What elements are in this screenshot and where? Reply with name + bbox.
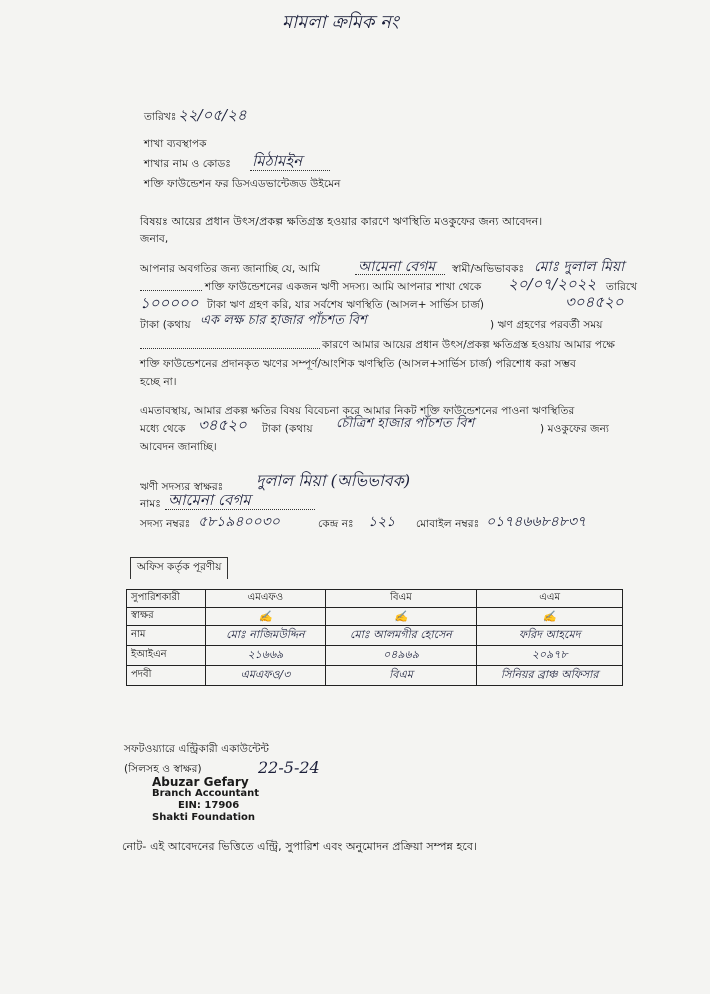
member-signature: দুলাল মিয়া (অভিভাবক) [256,471,411,490]
body-text-1e: টাকা ঋণ গ্রহণ করি, যার সর্বশেষ ঋণস্থিতি (আসল+ সার্ভিস চার্জ) [207,299,485,311]
body-text-1g: ) ঋণ গ্রহণের পরবর্তী সময় [490,319,603,331]
recommendation-table [126,589,623,686]
table-header: সুপারিশকারী [127,590,206,608]
table-header: এমএফও [206,590,326,608]
balance-in-words: এক লক্ষ চার হাজার পাঁচশত বিশ [200,313,367,328]
table-cell: ✍ [477,608,623,626]
row-label: ইআইএন [127,646,206,666]
branch-label: শাখার নাম ও কোডঃ [144,158,231,170]
member-name-label: নামঃ [140,498,161,510]
mobile-number: ০১৭৪৬৬৮৪৮৩৭ [486,514,587,530]
table-cell: সিনিয়র ব্রাঞ্চ অফিসার [477,666,623,686]
table-cell: ফরিদ আহমেদ [477,626,623,646]
table-cell: মোঃ আলমগীর হোসেন [325,626,477,646]
body-text-1j: হচ্ছে না। [140,376,177,388]
table-row [127,608,623,626]
office-use-label: অফিস কর্তৃক পূরণীয় [130,557,228,579]
table-cell: মোঃ নাজিমউদ্দিন [206,626,326,646]
mobile-number-label: মোবাইল নম্বরঃ [416,518,480,530]
seal-signature-label: (সিলসহ ও স্বাক্ষর) [124,763,202,775]
table-header: বিএম [325,590,477,608]
stamp-ein: EIN: 17906 [178,800,240,811]
loan-date: ২০/০৭/২০২২ [508,275,597,293]
software-entry-label: সফটওয়্যারে এন্ট্রিকারী একাউন্টেন্ট [124,743,269,755]
body-text-2e: আবেদন জানাচ্ছি। [140,441,217,453]
body-text-1i: শক্তি ফাউন্ডেশনের প্রদানকৃত ঋণের সম্পূর্ণ/আংশিক ঋণস্থিতি (আসল+সার্ভিস চার্জ) পরিশোধ করা সম্ভব [140,358,576,370]
loan-amount: ১০০০০০ [140,294,199,312]
member-name: আমেনা বেগম [168,491,251,509]
member-number: ৫৮১৯৪০০৩০ [198,514,280,530]
table-cell: ✍ [325,608,477,626]
salutation: জনাব, [140,233,169,245]
table-header-row [127,590,623,608]
date-label: তারিখঃ [144,111,177,123]
accountant-signature-date: 22-5-24 [258,758,320,777]
row-label: স্বাক্ষর [127,608,206,626]
member-signature-label: ঋণী সদস্যর স্বাক্ষরঃ [140,481,224,493]
body-text-1c: শক্তি ফাউন্ডেশনের একজন ঋণী সদস্য। আমি আপনার শাখা থেকে [205,281,482,293]
body-text-1f: টাকা (কথায় [140,319,191,331]
stamp-name: Abuzar Gefary [152,775,249,789]
body-text-1h: কারণে আমার আয়ের প্রধান উৎস/প্রকল্প ক্ষতিগ্রস্ত হওয়ায় আমার পক্ষে [322,339,615,351]
row-label: পদবী [127,666,206,686]
body-text-1b: স্বামী/অভিভাবকঃ [452,263,525,275]
table-header: এএম [477,590,623,608]
stamp-title: Branch Accountant [152,788,260,799]
table-row [127,626,623,646]
branch-value: মিঠামইন [252,152,303,170]
stamp-org: Shakti Foundation [152,812,256,823]
waive-in-words: চৌত্রিশ হাজার পাঁচশত বিশ [336,416,475,431]
table-cell: ২০৯৭৮ [477,646,623,666]
table-cell: ০৪৯৬৯ [325,646,477,666]
body-text-2b: মধ্যে থেকে [140,423,186,435]
accountant-stamp [152,776,259,824]
table-row [127,666,623,686]
body-text-1d: তারিখে [606,281,638,293]
case-serial-heading: মামলা ক্রমিক নং [282,12,399,33]
applicant-name: আমেনা বেগম [358,259,436,275]
body-text-2d: ) মওকুফের জন্য [540,423,610,435]
table-cell: এমএফও/৩ [206,666,326,686]
body-text-1a: আপনার অবগতির জন্য জানাচ্ছি যে, আমি [140,263,321,275]
body-text-2c: টাকা (কথায় [262,423,313,435]
subject-line: বিষয়ঃ আয়ের প্রধান উৎস/প্রকল্প ক্ষতিগ্রস্ত হওয়ার কারণে ঋণস্থিতি মওকুফের জন্য আবেদন। [140,215,543,228]
recipient-title: শাখা ব্যবস্থাপক [144,138,207,150]
organization-name: শক্তি ফাউন্ডেশন ফর ডিসএডভান্টেজড উইমেন [144,178,341,190]
table-cell: ✍ [206,608,326,626]
center-number: ১২১ [368,514,396,530]
waive-amount: ৩৪৫২০ [198,416,247,434]
date-value: ২২/০৫/২৪ [178,106,247,124]
table-cell: বিএম [325,666,477,686]
member-number-label: সদস্য নম্বরঃ [140,518,191,530]
footer-note: নোট- এই আবেদনের ভিত্তিতে এন্ট্রি, সুপারিশ এবং অনুমোদন প্রক্রিয়া সম্পন্ন হবে। [122,840,478,853]
center-number-label: কেন্দ্র নঃ [318,518,354,530]
table-cell: ২১৬৬৯ [206,646,326,666]
guardian-name: মোঃ দুলাল মিয়া [534,259,625,275]
row-label: নাম [127,626,206,646]
table-row [127,646,623,666]
balance-amount: ৩০৪৫২০ [565,293,624,311]
body-text-2a: এমতাবস্থায়, আমার প্রকল্প ক্ষতির বিষয় বিবেচনা করে আমার নিকট শক্তি ফাউন্ডেশনের পাওনা ঋণস্থিতির [140,405,575,417]
